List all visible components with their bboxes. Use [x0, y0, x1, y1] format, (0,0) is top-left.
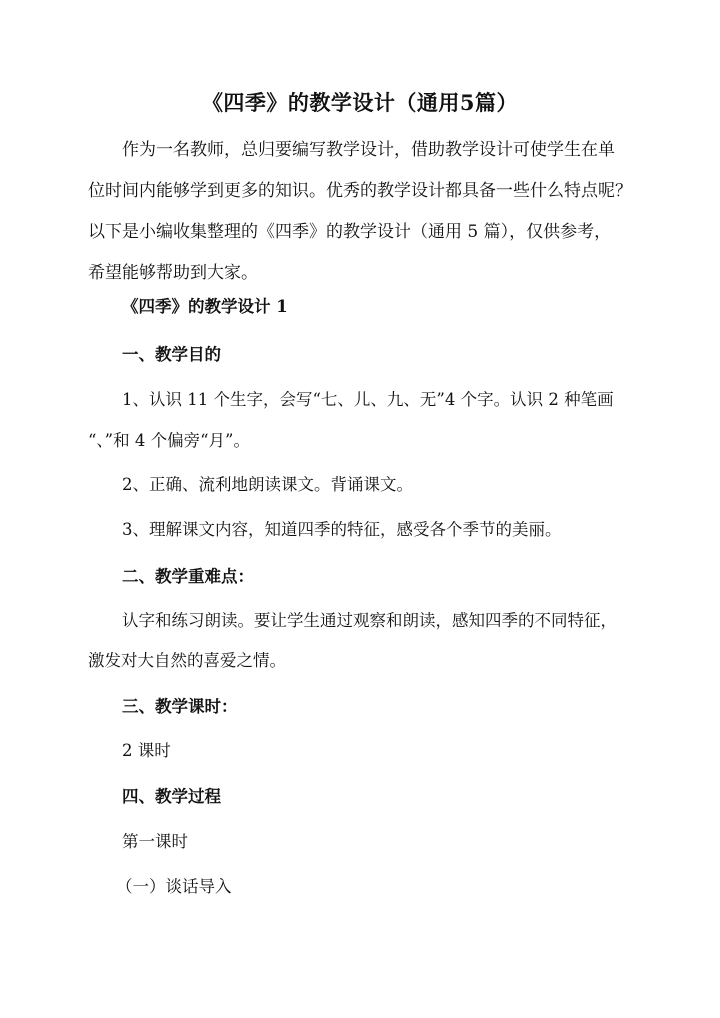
difficulty-line-1: 认字和练习朗读。要让学生通过观察和朗读，感知四季的不同特征，: [122, 611, 617, 630]
heading-key-difficulties: 二、教学重难点：: [122, 567, 254, 586]
goal-2: 2、正确、流利地朗读课文。背诵课文。: [122, 475, 413, 494]
goal-3: 3、理解课文内容，知道四季的特征，感受各个季节的美丽。: [122, 520, 562, 539]
heading-class-hours: 三、教学课时：: [122, 697, 238, 716]
class-hours-value: 2 课时: [122, 741, 171, 760]
intro-line-3: 以下是小编收集整理的《四季》的教学设计（通用 5 篇），仅供参考，: [88, 222, 612, 242]
heading-teaching-process: 四、教学过程: [122, 787, 221, 806]
intro-line-4: 希望能够帮助到大家。: [88, 263, 258, 283]
step-1-heading: （一）谈话导入: [116, 877, 232, 896]
difficulty-line-2: 激发对大自然的喜爱之情。: [88, 651, 286, 670]
lesson-label: 第一课时: [122, 832, 188, 851]
heading-teaching-goals: 一、教学目的: [122, 345, 221, 364]
document-title: 《四季》的教学设计（通用5篇）: [201, 90, 519, 115]
intro-line-1: 作为一名教师，总归要编写教学设计，借助教学设计可使学生在单: [122, 140, 615, 160]
goal-1-line-1: 1、认识 11 个生字，会写“七、儿、九、无”4 个字。认识 2 种笔画: [122, 390, 614, 409]
section-title: 《四季》的教学设计 1: [122, 297, 288, 316]
intro-line-2: 位时间内能够学到更多的知识。优秀的教学设计都具备一些什么特点呢？: [88, 181, 632, 201]
intro-paragraph: [88, 130, 648, 294]
goal-1-line-2: “、”和 4 个偏旁“月”。: [88, 431, 250, 450]
